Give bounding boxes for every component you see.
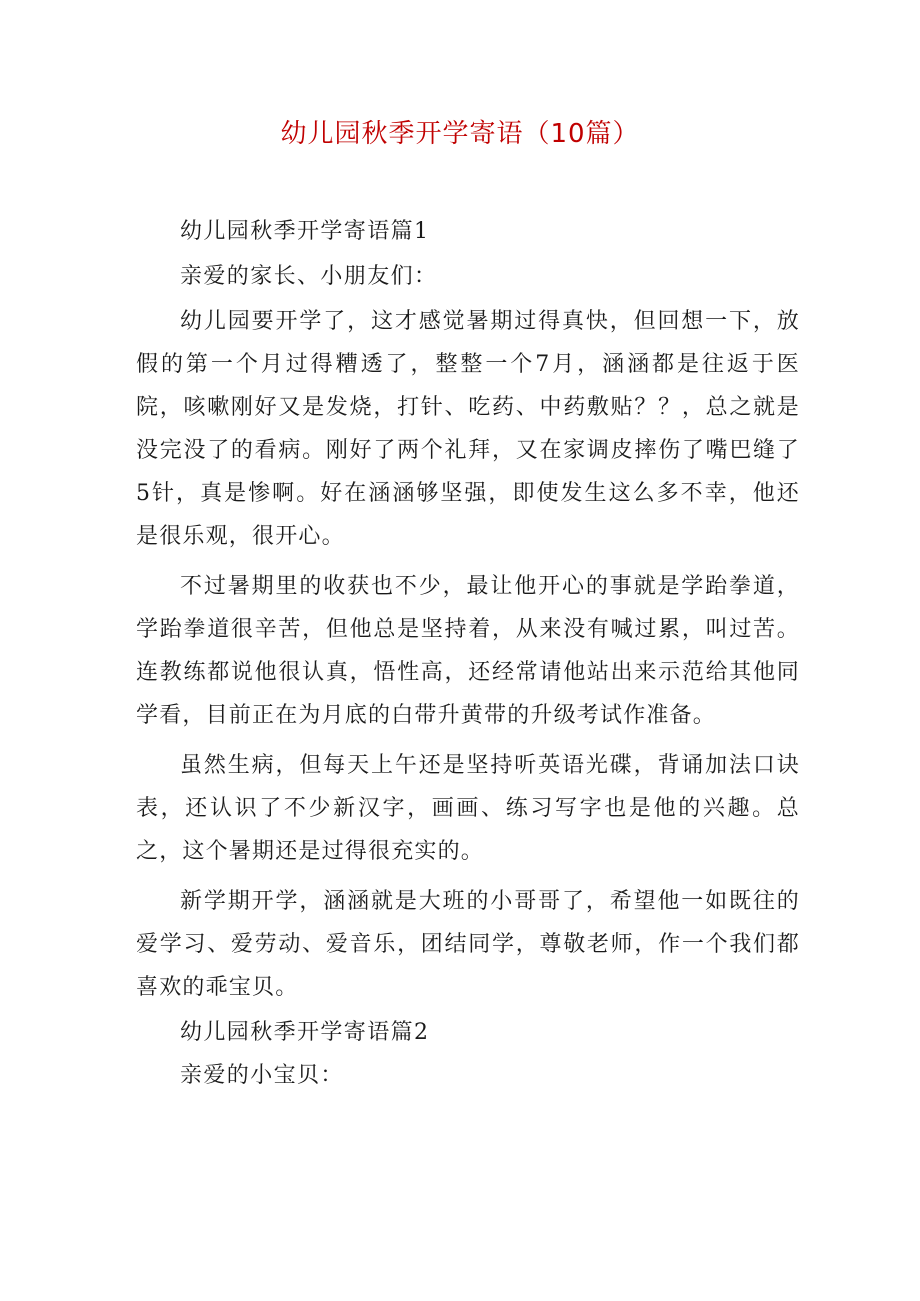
section-greeting: 亲爱的小宝贝：	[180, 1063, 344, 1088]
spacer	[136, 558, 800, 565]
section-heading: 幼儿园秋季开学寄语篇1	[180, 219, 430, 244]
paragraph: 不过暑期里的收获也不少，最让他开心的事就是学跆拳道，学跆拳道很辛苦，但他总是坚持着，从来没有喊过累，叫过苦。连教练都说他很认真，悟性高，还经常请他站出来示范给其他同学看，目前正在为月底的白带升黄带的升级考试作准备。	[136, 574, 800, 728]
document-title: 幼儿园秋季开学寄语（10篇）	[280, 119, 640, 149]
section-greeting: 亲爱的家长、小朋友们：	[180, 264, 438, 289]
spacer	[136, 873, 800, 880]
section-heading: 幼儿园秋季开学寄语篇2	[180, 1020, 430, 1045]
paragraph: 虽然生病，但每天上午还是坚持听英语光碟，背诵加法口诀表，还认识了不少新汉字，画画、练习写字也是他的兴趣。总之，这个暑期还是过得很充实的。	[136, 753, 800, 864]
paragraph: 幼儿园要开学了，这才感觉暑期过得真快，但回想一下，放假的第一个月过得糟透了，整整一个7月，涵涵都是往返于医院，咳嗽刚好又是发烧，打针、吃药、中药敷贴？？，总之就是没完没了的看病。刚好了两个礼拜，又在家调皮摔伤了嘴巴缝了5针，真是惨啊。好在涵涵够坚强，即使发生这么多不幸，他还是很乐观，很开心。	[136, 309, 800, 549]
document-body	[136, 210, 800, 1097]
paragraph: 新学期开学，涵涵就是大班的小哥哥了，希望他一如既往的爱学习、爱劳动、爱音乐，团结同学，尊敬老师，作一个我们都喜欢的乖宝贝。	[136, 889, 800, 1000]
spacer	[136, 737, 800, 744]
